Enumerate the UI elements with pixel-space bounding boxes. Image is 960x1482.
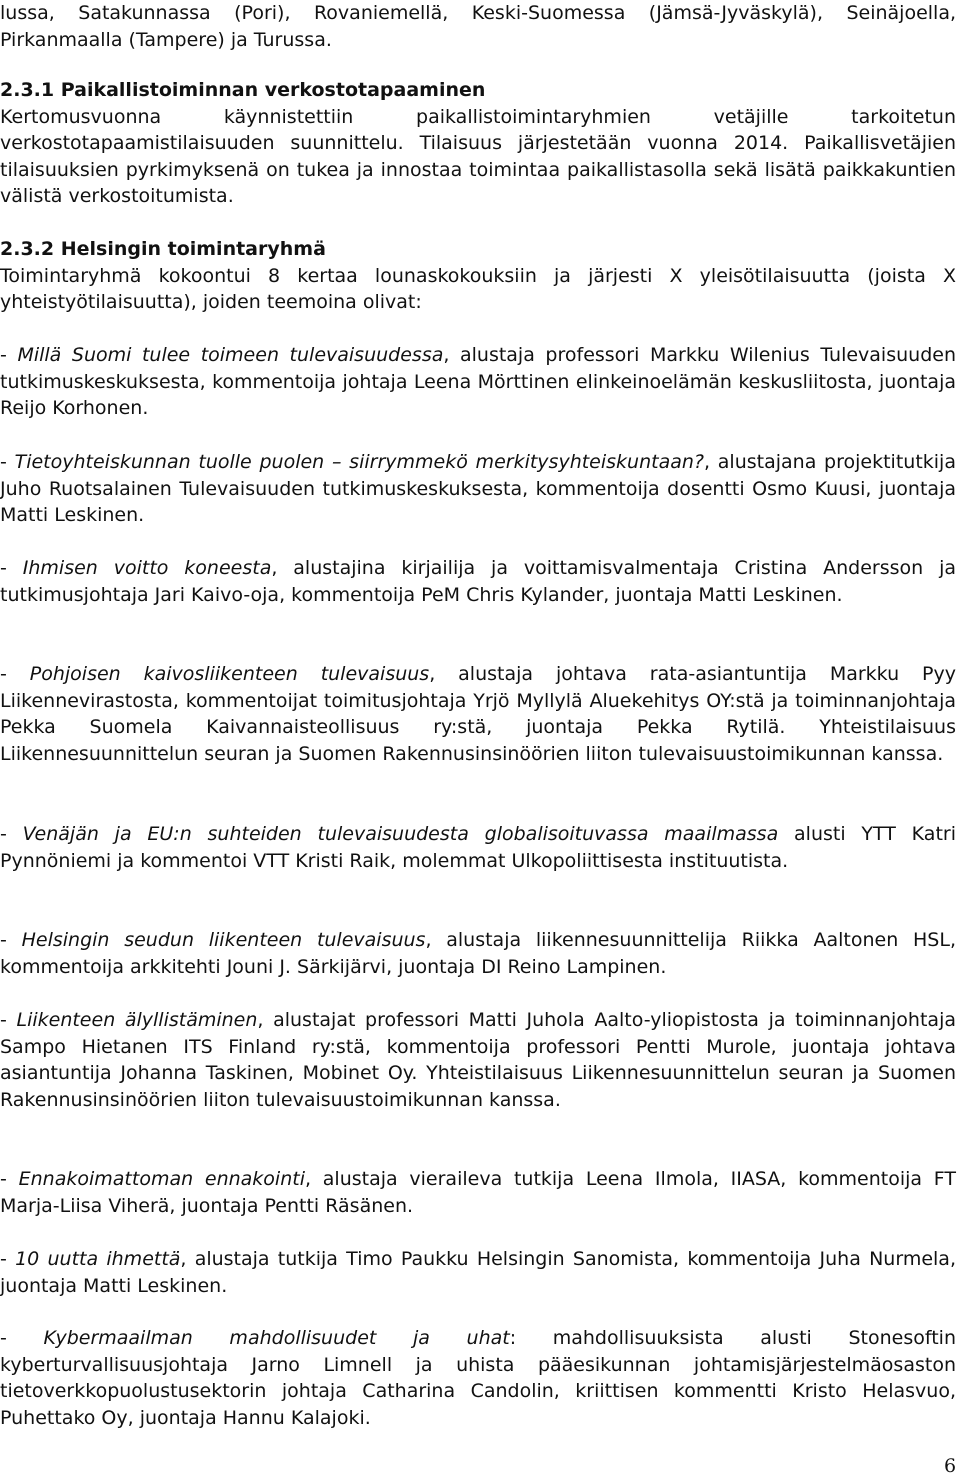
- event-item: [0, 449, 956, 529]
- event-title: Ihmisen voitto koneesta: [22, 557, 272, 579]
- event-dash: -: [0, 1248, 16, 1270]
- event-item: [0, 1325, 956, 1431]
- event-title: Kybermaailman mahdollisuudet ja uhat: [43, 1327, 510, 1349]
- event-details: , alustajina kirjailija ja voittamisvalmentaja Cristina Andersson ja tutkimusjohtaja Jari Kaivo-oja, kommentoija PeM Chris Kylander, juontaja Matti Leskinen.: [0, 557, 957, 606]
- event-title: Pohjoisen kaivosliikenteen tulevaisuus: [29, 663, 430, 685]
- section-body: Kertomusvuonna käynnistettiin paikallistoimintaryhmien vetäjille tarkoitetun verkostotapaamistilaisuuden suunnittelu. Tilaisuus järjestetään vuonna 2014. Paikallisvetäjien tilaisuuksien pyrkimyksenä on tukea ja innostaa toimintaa paikallistasolla sekä lisätä paikkakuntien välistä verkostoitumista.: [0, 105, 956, 208]
- event-dash: -: [0, 344, 18, 366]
- event-item: [0, 821, 956, 874]
- event-details: : mahdollisuuksista alusti Stonesoftin kyberturvallisuusjohtaja Jarno Limnell ja uhista pääesikunnan johtamisjärjestelmäosaston tietoverkkopuolustusektorin johtaja Catharina Candolin, kriittisen kommentti Kristo Helasvuo, Puhettako Oy, juontaja Hannu Kalajoki.: [0, 1327, 956, 1429]
- event-details: , alustaja tutkija Timo Paukku Helsingin Sanomista, kommentoija Juha Nurmela, juontaja Matti Leskinen.: [0, 1248, 956, 1297]
- event-dash: -: [0, 557, 23, 579]
- intro-paragraph: lussa, Satakunnassa (Pori), Rovaniemellä, Keski-Suomessa (Jämsä-Jyväskylä), Seinäjoella, Pirkanmaalla (Tampere) ja Turussa.: [0, 2, 956, 51]
- intro-block: [0, 0, 956, 53]
- event-dash: -: [0, 451, 15, 473]
- event-title: Tietoyhteiskunnan tuolle puolen – siirrymmekö merkitysyhteiskuntaan?: [14, 451, 704, 473]
- event-details: , alustaja vieraileva tutkija Leena Ilmola, IIASA, kommentoija FT Marja-Liisa Viherä, juontaja Pentti Räsänen.: [0, 1168, 956, 1217]
- event-dash: -: [0, 823, 23, 845]
- event-dash: -: [0, 1327, 44, 1349]
- event-item: [0, 555, 956, 608]
- section-2-3-1: [0, 77, 956, 210]
- event-dash: -: [0, 929, 22, 951]
- event-dash: -: [0, 1168, 19, 1190]
- event-title: Helsingin seudun liikenteen tulevaisuus: [21, 929, 426, 951]
- event-item: [0, 661, 956, 767]
- event-details: alusti YTT Katri Pynnöniemi ja kommentoi VTT Kristi Raik, molemmat Ulkopoliittisesta instituutista.: [0, 823, 956, 872]
- event-title: Millä Suomi tulee toimeen tulevaisuudessa: [17, 344, 444, 366]
- section-body: Toimintaryhmä kokoontui 8 kertaa lounaskokouksiin ja järjesti X yleisötilaisuutta (joista X yhteistyötilaisuutta), joiden teemoina olivat:: [0, 264, 956, 314]
- event-item: [0, 927, 956, 980]
- event-item: [0, 342, 956, 422]
- event-dash: -: [0, 1009, 17, 1031]
- section-heading: 2.3.2 Helsingin toimintaryhmä: [0, 238, 326, 260]
- event-details: , alustaja professori Markku Wilenius Tulevaisuuden tutkimuskeskuksesta, kommentoija johtaja Leena Mörttinen elinkeinoelämän keskusliitosta, juontaja Reijo Korhonen.: [0, 344, 956, 420]
- event-title: Ennakoimattoman ennakointi: [18, 1168, 305, 1190]
- event-details: , alustaja johtava rata-asiantuntija Markku Pyy Liikennevirastosta, kommentoijat toimitusjohtaja Yrjö Myllylä Aluekehitys OY:stä ja toiminnanjohtaja Pekka Suomela Kaivannaisteollisuus ry:stä, juontaja Pekka Rytilä. Yhteistilaisuus Liikennesuunnittelun seuran ja Suomen Rakennusinsinöörien liiton tulevaisuustoimikunnan kanssa.: [0, 663, 956, 765]
- event-details: , alustaja liikennesuunnittelija Riikka Aaltonen HSL, kommentoija arkkitehti Jouni J. Särkijärvi, juontaja DI Reino Lampinen.: [0, 929, 956, 978]
- section-heading: 2.3.1 Paikallistoiminnan verkostotapaaminen: [0, 79, 486, 101]
- event-details: , alustajana projektitutkija Juho Ruotsalainen Tulevaisuuden tutkimuskeskuksesta, kommentoija dosentti Osmo Kuusi, juontaja Matti Leskinen.: [0, 451, 956, 527]
- event-title: Liikenteen älyllistäminen: [16, 1009, 258, 1031]
- event-title: Venäjän ja EU:n suhteiden tulevaisuudesta globalisoituvassa maailmassa: [22, 823, 779, 845]
- event-dash: -: [0, 663, 30, 685]
- event-details: , alustajat professori Matti Juhola Aalto-yliopistosta ja toiminnanjohtaja Sampo Hietanen ITS Finland ry:stä, kommentoija professori Pentti Murole, juontaja johtava asiantuntija Johanna Taskinen, Mobinet Oy. Yhteistilaisuus Liikennesuunnittelun seuran ja Suomen Rakennusinsinöörien liiton tulevaisuustoimikunnan kanssa.: [0, 1009, 956, 1111]
- event-item: [0, 1007, 956, 1113]
- page-number: 6: [944, 1455, 957, 1477]
- event-item: [0, 1246, 956, 1299]
- event-title: 10 uutta ihmettä: [15, 1248, 181, 1270]
- event-item: [0, 1166, 956, 1219]
- section-2-3-2: [0, 236, 956, 316]
